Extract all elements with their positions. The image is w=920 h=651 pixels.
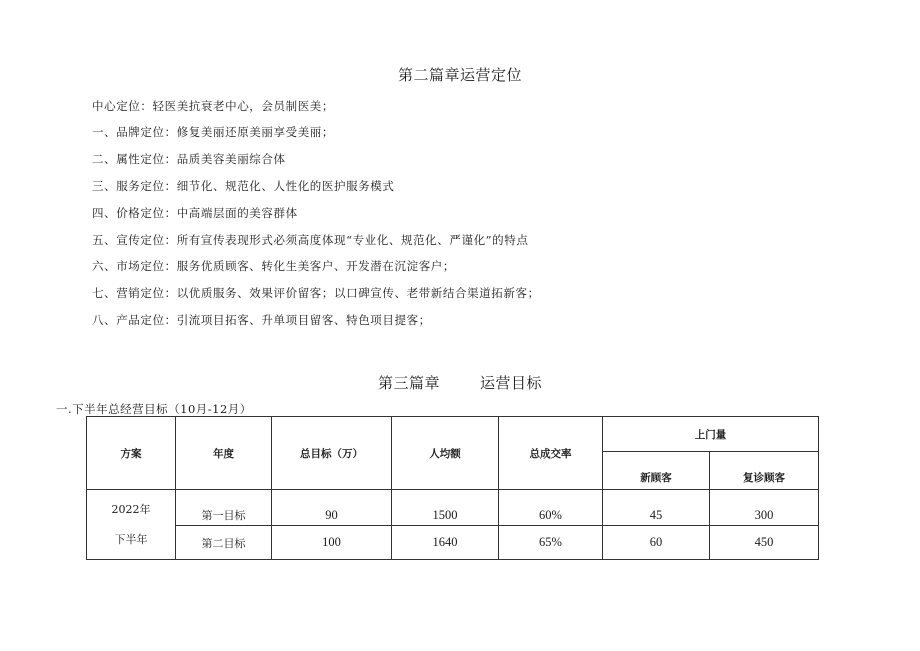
section3-title	[0, 372, 920, 393]
table-row	[87, 526, 819, 560]
header-visits: 上门量	[603, 417, 819, 452]
positioning-line-service: 三、服务定位：细节化、规范化、人性化的医护服务模式	[92, 179, 395, 193]
row2-new-customers: 60	[603, 526, 710, 560]
row2-total-target: 100	[272, 526, 392, 560]
row1-conversion: 60%	[499, 490, 603, 526]
header-new-customers: 新顾客	[603, 452, 710, 490]
positioning-line-center: 中心定位：轻医美抗衰老中心，会员制医美；	[92, 99, 334, 113]
row1-new-customers: 45	[603, 490, 710, 526]
plan-label-year: 2022年	[111, 502, 151, 516]
positioning-line-brand: 一、品牌定位：修复美丽还原美丽享受美丽；	[92, 125, 334, 139]
header-year: 年度	[176, 417, 272, 490]
row1-per-capita: 1500	[392, 490, 499, 526]
header-plan: 方案	[87, 417, 176, 490]
section3-title-part1: 第三篇章	[377, 374, 440, 392]
row2-returning-customers: 450	[710, 526, 819, 560]
table-row	[87, 490, 819, 526]
header-returning-customers: 复诊顾客	[710, 452, 819, 490]
positioning-line-price: 四、价格定位：中高端层面的美容群体	[92, 206, 298, 220]
row2-year: 第二目标	[176, 526, 272, 560]
row2-conversion: 65%	[499, 526, 603, 560]
positioning-line-attribute: 二、属性定位：品质美容美丽综合体	[92, 152, 286, 166]
plan-label-half: 下半年	[114, 532, 148, 546]
row1-total-target: 90	[272, 490, 392, 526]
header-total-target: 总目标（万）	[272, 417, 392, 490]
positioning-line-market: 六、市场定位：服务优质顾客、转化生美客户、开发潜在沉淀客户；	[92, 259, 455, 273]
goals-table	[86, 416, 819, 560]
positioning-line-publicity: 五、宣传定位：所有宣传表现形式必须高度体现“专业化、规范化、严谨化”的特点	[92, 233, 529, 247]
positioning-line-product: 八、产品定位：引流项目拓客、升单项目留客、特色项目提客；	[92, 313, 431, 327]
row2-per-capita: 1640	[392, 526, 499, 560]
row1-year: 第一目标	[176, 490, 272, 526]
plan-cell	[87, 490, 176, 560]
section2-title: 第二篇章运营定位	[397, 66, 522, 84]
goal-subheading: 一.下半年总经营目标（10月-12月）	[56, 402, 252, 416]
header-per-capita: 人均额	[392, 417, 499, 490]
section3-title-part2: 运营目标	[480, 374, 543, 392]
row1-returning-customers: 300	[710, 490, 819, 526]
positioning-line-marketing: 七、营销定位：以优质服务、效果评价留客；以口碑宣传、老带新结合渠道拓新客；	[92, 286, 540, 300]
header-conversion: 总成交率	[499, 417, 603, 490]
